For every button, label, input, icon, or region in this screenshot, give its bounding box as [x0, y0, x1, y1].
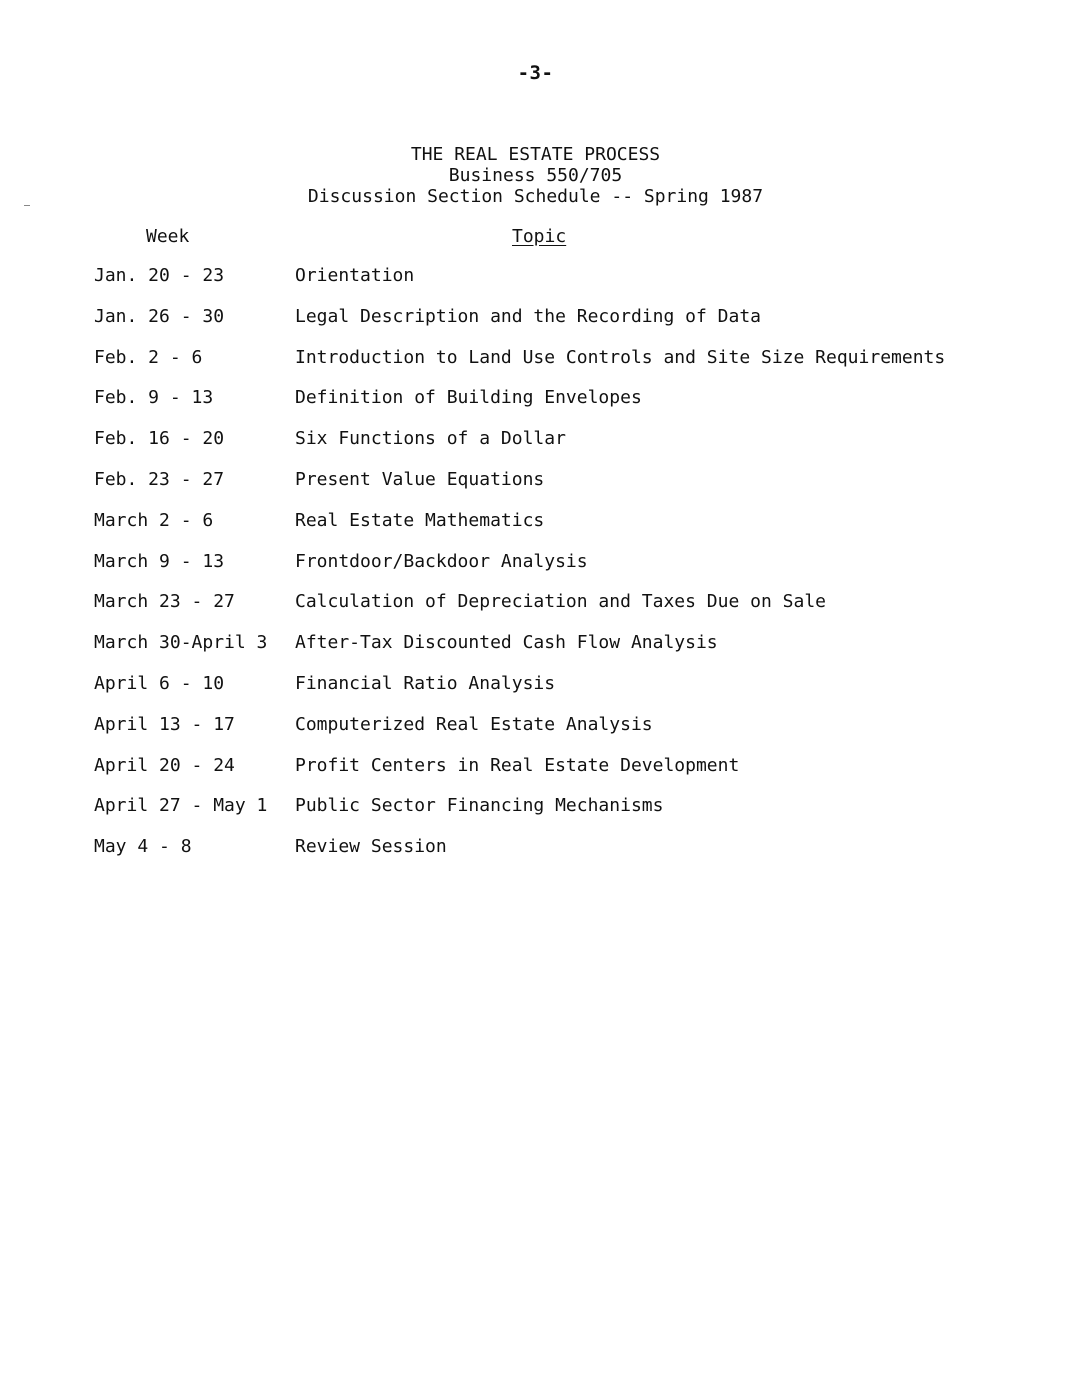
schedule-row: [0, 387, 1071, 428]
course-number: Business 550/705: [448, 165, 623, 186]
topic-cell: After-Tax Discounted Cash Flow Analysis: [295, 632, 718, 654]
week-cell: May 4 - 8: [94, 836, 192, 858]
schedule-row: [0, 591, 1071, 632]
schedule-row: [0, 510, 1071, 551]
document-header: [0, 144, 1071, 207]
schedule-row: [0, 306, 1071, 347]
week-cell: April 13 - 17: [94, 713, 235, 735]
topic-cell: Public Sector Financing Mechanisms: [295, 795, 664, 817]
document-title: THE REAL ESTATE PROCESS: [410, 144, 661, 165]
week-cell: Jan. 20 - 23: [94, 265, 225, 286]
schedule-table: [0, 265, 1071, 877]
schedule-row: [0, 673, 1071, 714]
schedule-row: [0, 428, 1071, 469]
schedule-row: [0, 795, 1071, 836]
week-cell: March 30-April 3: [94, 632, 268, 654]
topic-cell: Definition of Building Envelopes: [295, 387, 642, 409]
topic-cell: Financial Ratio Analysis: [295, 672, 556, 694]
topic-cell: Introduction to Land Use Controls and Site Size Requirements: [295, 346, 946, 368]
topic-cell: Profit Centers in Real Estate Development: [295, 754, 740, 776]
week-cell: Feb. 16 - 20: [94, 428, 225, 450]
schedule-row: [0, 469, 1071, 510]
schedule-row: [0, 714, 1071, 755]
schedule-row: [0, 551, 1071, 592]
topic-column-heading: Topic: [512, 226, 567, 247]
schedule-row: [0, 836, 1071, 877]
week-column-heading: Week: [146, 226, 190, 247]
week-cell: Feb. 2 - 6: [94, 346, 203, 368]
week-cell: Feb. 9 - 13: [94, 387, 214, 409]
week-cell: March 23 - 27: [94, 591, 235, 613]
week-cell: April 27 - May 1: [94, 795, 268, 817]
schedule-row: [0, 347, 1071, 388]
week-cell: April 6 - 10: [94, 672, 225, 694]
page-number: -3-: [517, 62, 554, 84]
week-cell: Feb. 23 - 27: [94, 468, 225, 490]
schedule-subtitle: Discussion Section Schedule -- Spring 1987: [307, 186, 764, 207]
topic-cell: Review Session: [295, 836, 447, 858]
week-cell: Jan. 26 - 30: [94, 305, 225, 327]
topic-cell: Legal Description and the Recording of Data: [295, 305, 761, 327]
schedule-row: [0, 755, 1071, 796]
week-cell: March 9 - 13: [94, 550, 225, 572]
topic-cell: Six Functions of a Dollar: [295, 428, 566, 450]
topic-cell: Computerized Real Estate Analysis: [295, 713, 653, 735]
topic-cell: Present Value Equations: [295, 468, 545, 490]
topic-cell: Frontdoor/Backdoor Analysis: [295, 550, 588, 572]
week-cell: April 20 - 24: [94, 754, 235, 776]
topic-cell: Calculation of Depreciation and Taxes Due on Sale: [295, 591, 827, 613]
week-cell: March 2 - 6: [94, 509, 214, 531]
schedule-row: [0, 265, 1071, 306]
topic-cell: Real Estate Mathematics: [295, 509, 545, 531]
schedule-row: [0, 632, 1071, 673]
topic-cell: Orientation: [295, 265, 415, 286]
